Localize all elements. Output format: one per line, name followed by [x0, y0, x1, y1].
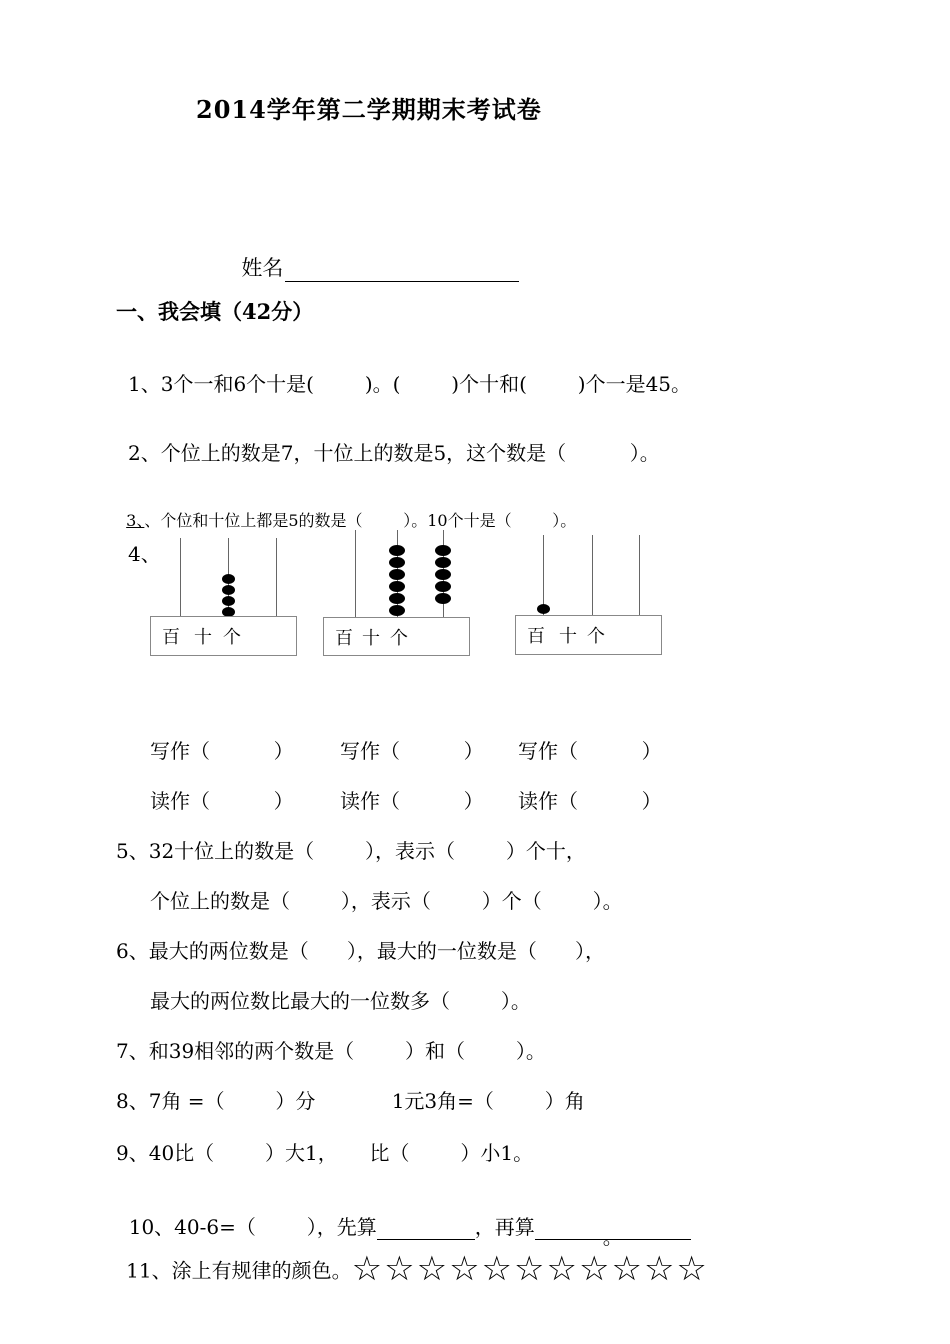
abacus-3-rod-ones — [639, 535, 640, 615]
abacus-3-label-box — [515, 615, 662, 655]
question-10-part-2: ，再算 — [474, 1215, 535, 1239]
question-6-line-2: 最大的两位数比最大的一位数多（ ）。 — [150, 989, 531, 1013]
section-heading: 一、我会填（42分） — [116, 299, 314, 324]
question-6-line-1: 6、最大的两位数是（ ），最大的一位数是（ ）， — [116, 939, 606, 963]
abacus-1-bead — [222, 596, 235, 606]
question-5-line-2: 个位上的数是（ ），表示（ ）个（ ）。 — [150, 889, 623, 913]
question-4-number: 4、 — [128, 542, 161, 566]
hundreds-label: 百 — [162, 627, 180, 648]
read-answer-1: 读作（ ） — [150, 789, 294, 813]
abacus-2-bead — [389, 581, 405, 592]
hundreds-label: 百 — [335, 628, 353, 649]
tens-label: 十 — [194, 627, 212, 648]
question-3-number: 3、 — [126, 511, 145, 530]
abacus-2-bead — [389, 557, 405, 568]
abacus-2-bead — [435, 593, 451, 604]
abacus-2-bead — [435, 557, 451, 568]
star-row[interactable]: ☆☆☆☆☆☆☆☆☆☆☆ — [351, 1249, 709, 1289]
question-8: 8、7角 =（ ）分 1元3角=（ ）角 — [116, 1089, 585, 1113]
question-5-line-1: 5、32十位上的数是（ ），表示（ ）个十， — [116, 839, 586, 863]
abacus-1-bead — [222, 574, 235, 584]
hundreds-label: 百 — [527, 626, 545, 647]
read-answer-2: 读作（ ） — [340, 789, 484, 813]
abacus-2-bead — [389, 593, 405, 604]
abacus-3-bead — [537, 604, 550, 614]
name-blank[interactable] — [285, 261, 519, 282]
abacus-2-bead — [389, 569, 405, 580]
name-label: 姓名 — [241, 256, 284, 280]
ones-label: 个 — [587, 626, 605, 647]
abacus-2-bead — [389, 545, 405, 556]
question-11-text: 11、涂上有规律的颜色。 — [126, 1258, 352, 1283]
abacus-2-rod-hundreds — [355, 530, 356, 617]
abacus-2-bead — [435, 545, 451, 556]
question-7: 7、和39相邻的两个数是（ ）和（ ）。 — [116, 1039, 546, 1063]
question-3 — [116, 489, 576, 531]
question-9: 9、40比（ ）大1， 比（ ）小1。 — [116, 1141, 534, 1165]
abacus-2-bead — [435, 569, 451, 580]
abacus-2-bead — [389, 605, 405, 616]
write-answer-1: 写作（ ） — [150, 739, 294, 763]
abacus-1-rod-ones — [276, 538, 277, 616]
write-answer-3: 写作（ ） — [518, 739, 662, 763]
abacus-2-label-box — [323, 617, 470, 656]
question-10-period: 。 — [602, 1225, 623, 1249]
tens-label: 十 — [362, 628, 380, 649]
abacus-1-label-box — [150, 616, 297, 656]
abacus-1-bead — [222, 585, 235, 595]
abacus-3-rod-hundreds — [543, 535, 544, 615]
ones-label: 个 — [223, 627, 241, 648]
abacus-2-bead — [435, 581, 451, 592]
abacus-3-rod-tens — [592, 535, 593, 615]
question-2: 2、个位上的数是7，十位上的数是5，这个数是（ ）。 — [128, 441, 660, 465]
ones-label: 个 — [390, 628, 408, 649]
read-answer-3: 读作（ ） — [518, 789, 662, 813]
exam-title: 2014学年第二学期期末考试卷 — [196, 95, 542, 124]
question-10-part-1: 10、40-6=（ ），先算 — [128, 1215, 377, 1239]
question-1: 1、3个一和6个十是( )。( )个十和( )个一是45。 — [128, 372, 692, 396]
question-3-text: 、个位和十位上都是5的数是（ ）。10个十是（ ）。 — [144, 511, 577, 530]
tens-label: 十 — [559, 626, 577, 647]
write-answer-2: 写作（ ） — [340, 739, 484, 763]
abacus-1-rod-hundreds — [180, 538, 181, 616]
name-row — [228, 228, 519, 282]
question-11 — [116, 1230, 709, 1289]
